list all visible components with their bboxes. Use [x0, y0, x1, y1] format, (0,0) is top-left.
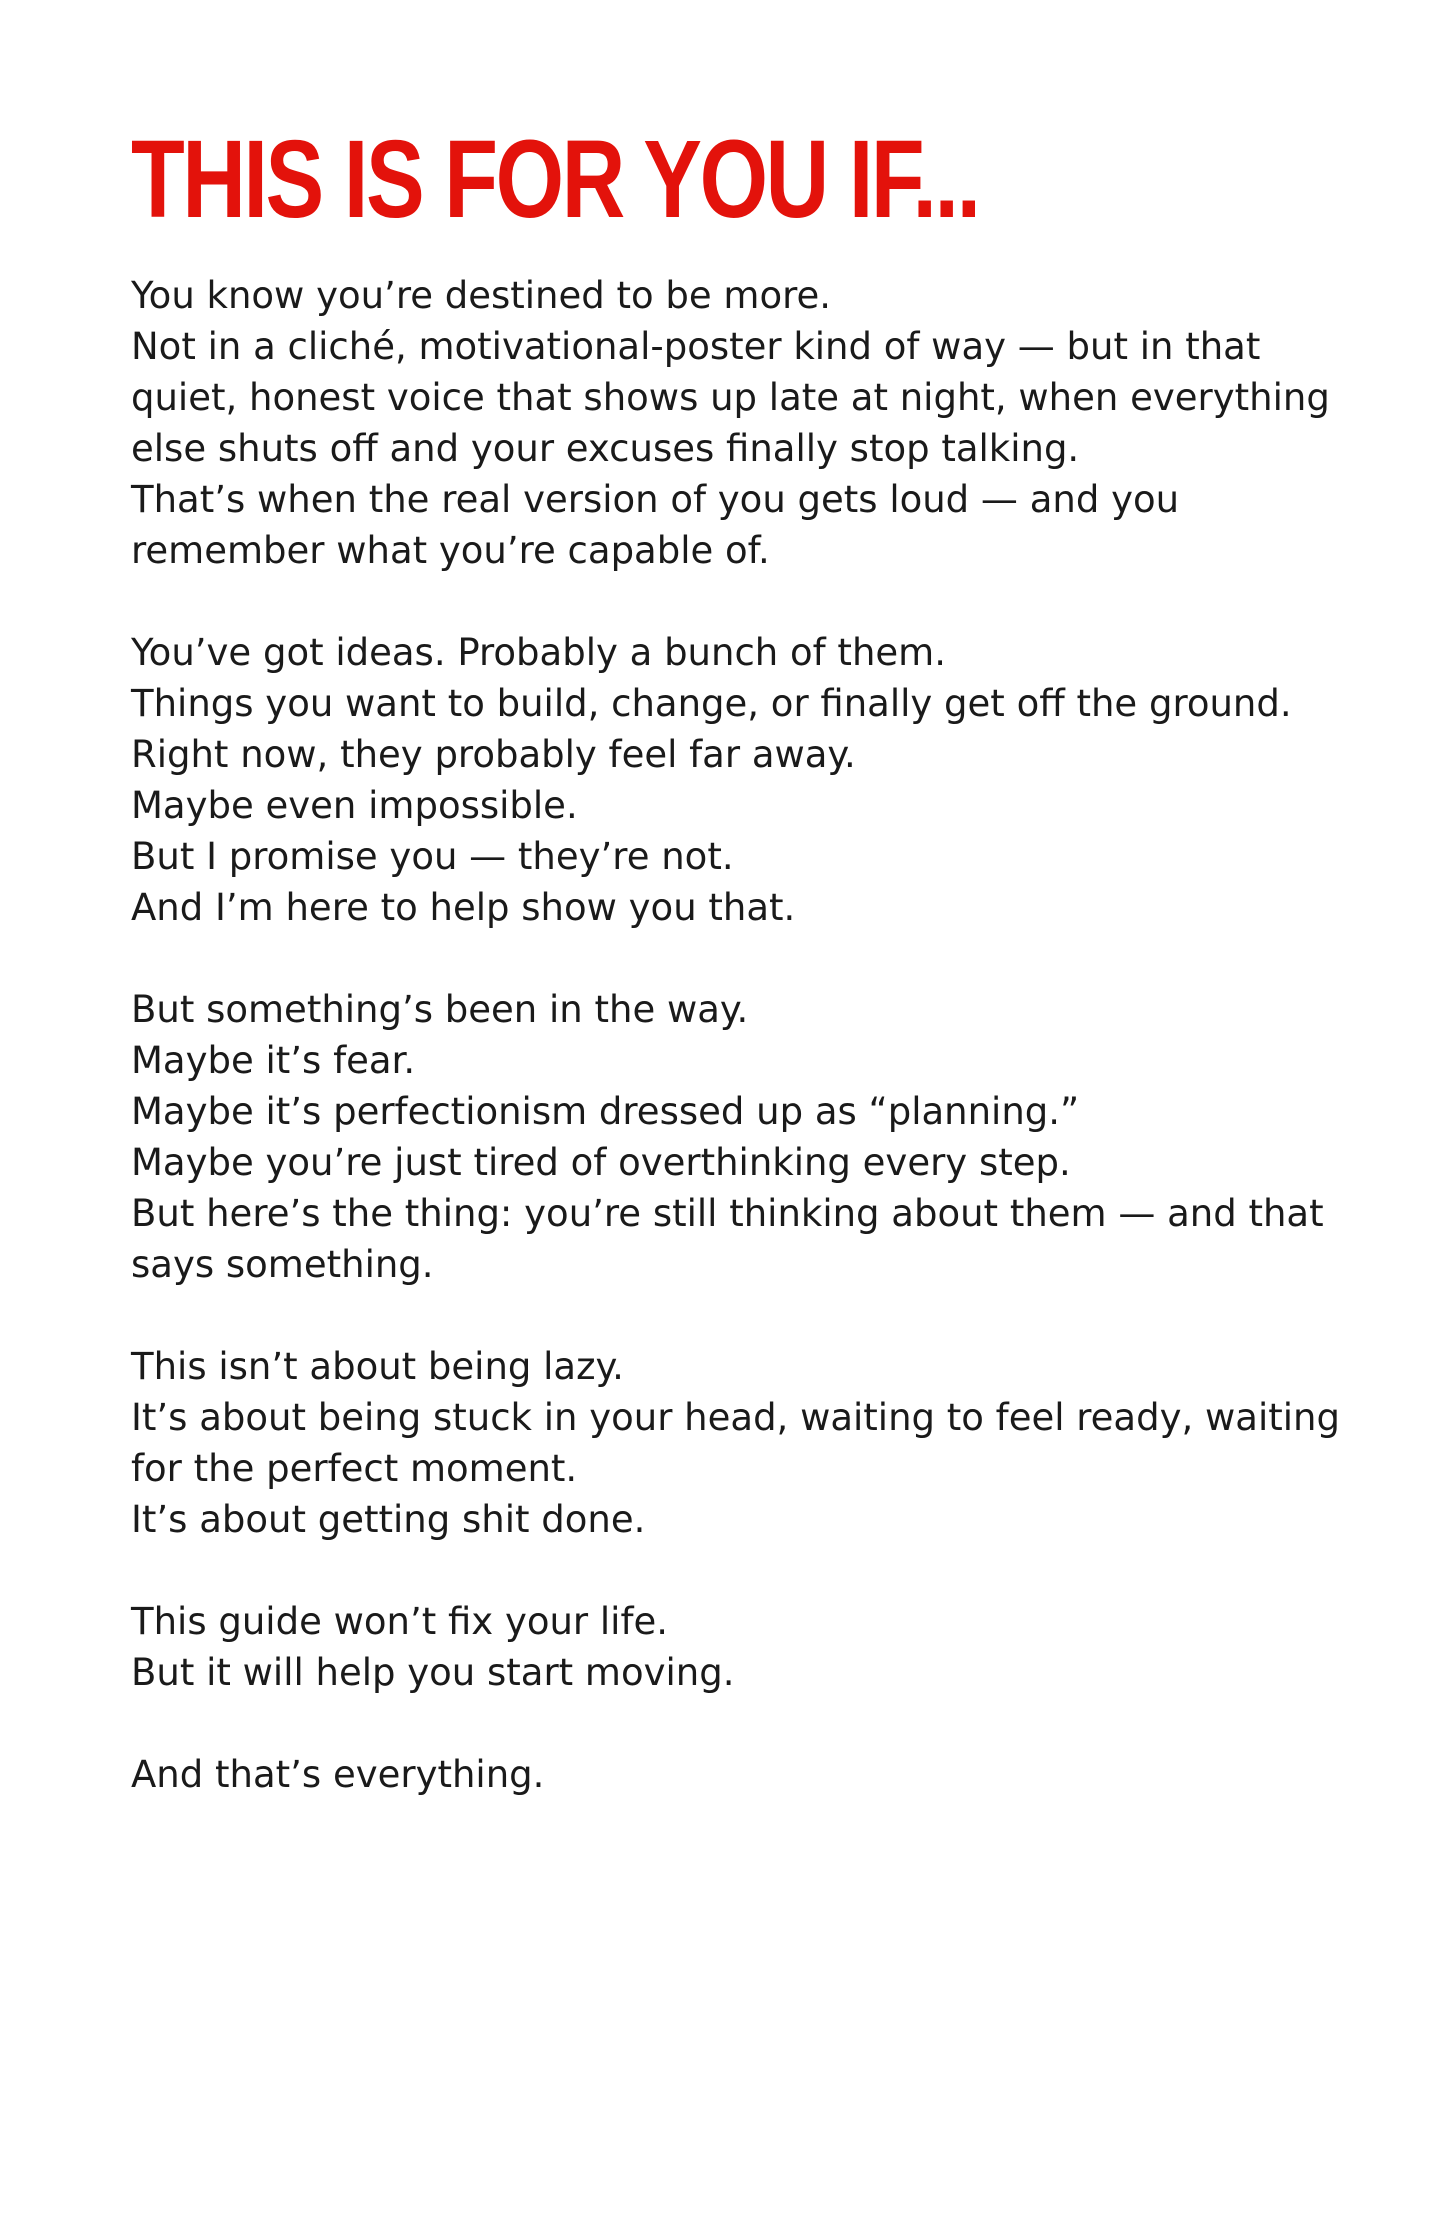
text-line: But it will help you start moving.	[131, 1651, 735, 1694]
text-line: But I promise you — they’re not.	[131, 835, 734, 878]
text-line: You know you’re destined to be more.	[131, 274, 832, 317]
paragraph-in-the-way	[131, 984, 1371, 1290]
paragraph-closing	[131, 1749, 1371, 1800]
paragraph-ideas	[131, 627, 1371, 933]
text-line: But something’s been in the way.	[131, 988, 749, 1031]
text-line: Maybe you’re just tired of overthinking every step.	[131, 1141, 1071, 1184]
text-line: But here’s the thing: you’re still thinking about them — and that says something.	[131, 1192, 1324, 1286]
text-line: It’s about getting shit done.	[131, 1498, 646, 1541]
text-line: You’ve got ideas. Probably a bunch of them.	[131, 631, 946, 674]
page-title: THIS IS FOR YOU IF...	[131, 118, 979, 241]
text-line: Maybe it’s perfectionism dressed up as “planning.”	[131, 1090, 1080, 1133]
document-page	[131, 118, 1371, 1800]
body-text	[131, 270, 1371, 1800]
paragraph-guide	[131, 1596, 1371, 1698]
text-line: Maybe it’s fear.	[131, 1039, 416, 1082]
text-line: And that’s everything.	[131, 1753, 545, 1796]
text-line: Things you want to build, change, or finally get off the ground.	[131, 682, 1292, 725]
paragraph-destined	[131, 270, 1371, 576]
text-line: Right now, they probably feel far away.	[131, 733, 856, 776]
text-line: It’s about being stuck in your head, waiting to feel ready, waiting for the perfect moment.	[131, 1396, 1340, 1490]
text-line: This guide won’t fix your life.	[131, 1600, 669, 1643]
text-line: Not in a cliché, motivational-poster kind of way — but in that quiet, honest voice that shows up late at night, when everything else shuts off and your excuses finally stop talking.	[131, 325, 1330, 470]
text-line: This isn’t about being lazy.	[131, 1345, 624, 1388]
paragraph-not-lazy	[131, 1341, 1371, 1545]
text-line: Maybe even impossible.	[131, 784, 578, 827]
text-line: That’s when the real version of you gets loud — and you remember what you’re capable of.	[131, 478, 1180, 572]
text-line: And I’m here to help show you that.	[131, 886, 796, 929]
